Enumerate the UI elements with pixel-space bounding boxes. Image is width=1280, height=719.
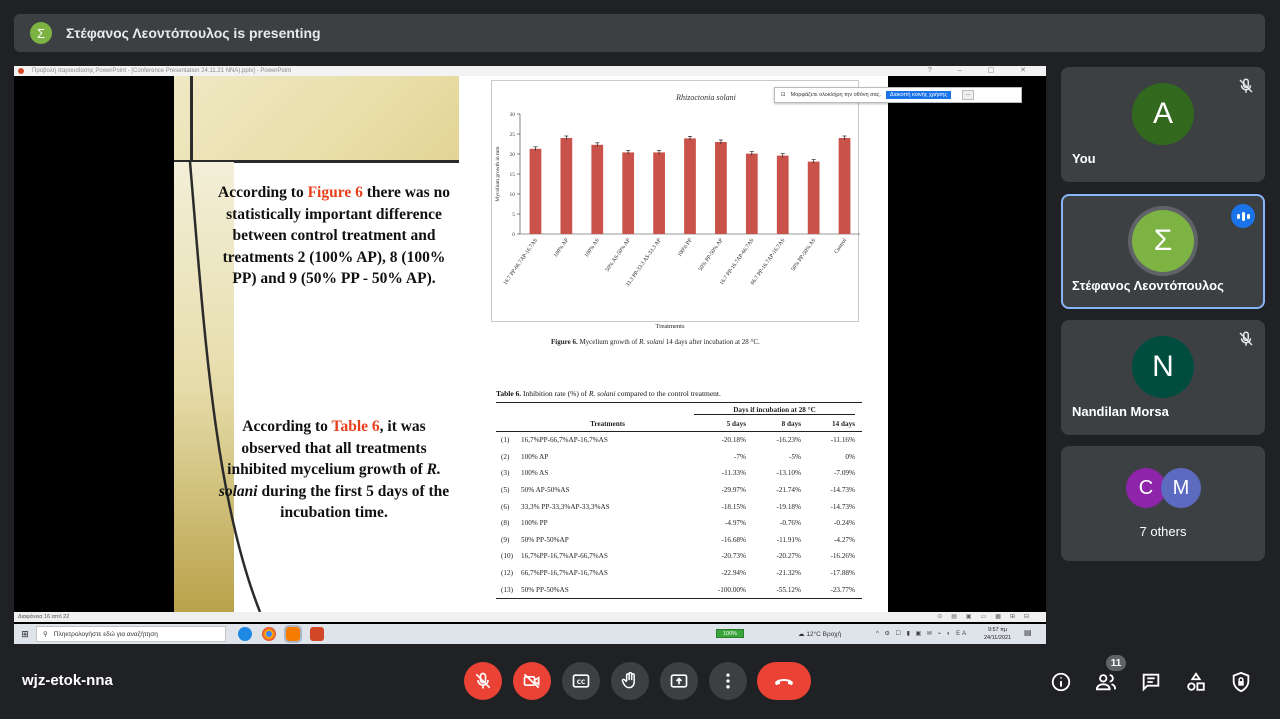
speaking-indicator-icon bbox=[1231, 204, 1255, 228]
x-tick-label: 33.3 PP-33.3 AS-33.3 AP bbox=[625, 237, 663, 289]
avatar: A bbox=[1132, 83, 1194, 145]
x-tick-label: 16.7 PP-66.7AP-16.7AS bbox=[502, 237, 540, 287]
bar bbox=[560, 138, 572, 234]
row-number: (2) bbox=[501, 452, 510, 461]
view-controls[interactable]: ⊙▤▣▭▦⊞⊟ bbox=[937, 614, 1038, 620]
shield-lock-icon bbox=[1230, 671, 1252, 693]
bar bbox=[684, 138, 696, 234]
bar bbox=[622, 152, 634, 234]
window-controls[interactable]: ? – ▢ ✕ bbox=[927, 67, 1038, 74]
table-row bbox=[496, 532, 862, 549]
x-tick-label: Control bbox=[833, 237, 849, 256]
row-number: (6) bbox=[501, 502, 510, 511]
participant-tile-presenter[interactable] bbox=[1061, 194, 1265, 309]
x-tick-label: 100% AP bbox=[552, 237, 571, 259]
presenter-mini-avatar: Σ bbox=[30, 22, 52, 44]
info-icon bbox=[1050, 671, 1072, 693]
row-number: (12) bbox=[501, 569, 513, 578]
row-number: (5) bbox=[501, 486, 510, 495]
day8-cell: -21.32% bbox=[776, 569, 801, 578]
day8-cell: -55.12% bbox=[776, 585, 801, 594]
day14-cell: -0.24% bbox=[834, 519, 855, 528]
treatment-cell: 50% PP-50%AP bbox=[521, 535, 569, 544]
leave-call-button[interactable] bbox=[757, 662, 811, 700]
firefox-icon[interactable] bbox=[286, 627, 300, 641]
treatment-cell: 16,7%PP-66,7%AP-16,7%AS bbox=[521, 436, 608, 445]
table-row bbox=[496, 581, 862, 598]
presenting-text: Στέφανος Λεοντόπουλος is presenting bbox=[66, 25, 321, 41]
stop-sharing-button[interactable]: Διακοπή κοινής χρήσης bbox=[886, 91, 951, 99]
day14-cell: -4.27% bbox=[834, 535, 855, 544]
table-row bbox=[496, 565, 862, 582]
day8-cell: -0.76% bbox=[780, 519, 801, 528]
row-number: (1) bbox=[501, 436, 510, 445]
treatment-cell: 50% PP-50%AS bbox=[521, 585, 569, 594]
x-tick-label: 100% AS bbox=[583, 237, 601, 259]
bar bbox=[591, 145, 603, 234]
inhibition-table bbox=[496, 402, 862, 599]
battery-indicator: 100% bbox=[716, 629, 744, 638]
day8-cell: -19.18% bbox=[776, 502, 801, 511]
slide bbox=[174, 76, 888, 612]
bar bbox=[530, 149, 542, 234]
svg-text:CC: CC bbox=[576, 679, 586, 686]
row-number: (13) bbox=[501, 585, 513, 594]
people-button[interactable] bbox=[1094, 670, 1118, 694]
table-group-header: Days if incubation at 28 °C bbox=[496, 403, 862, 417]
popup-more-button[interactable]: ... bbox=[962, 90, 974, 100]
notifications-icon[interactable]: ▤ bbox=[1024, 628, 1032, 637]
table-row bbox=[496, 449, 862, 466]
activities-icon bbox=[1185, 671, 1207, 693]
day5-cell: -7% bbox=[734, 452, 746, 461]
treatment-cell: 100% AP bbox=[521, 452, 549, 461]
people-count-badge: 11 bbox=[1106, 655, 1126, 671]
avatar: M bbox=[1161, 468, 1201, 508]
day8-cell: -16.23% bbox=[776, 436, 801, 445]
participant-tile-others[interactable] bbox=[1061, 446, 1265, 561]
y-tick-label: 10 bbox=[509, 192, 515, 198]
powerpoint-icon bbox=[18, 68, 24, 74]
day5-cell: -100.00% bbox=[717, 585, 746, 594]
table-header-row bbox=[496, 417, 862, 431]
system-tray[interactable]: ^ ⚙ ☐ ▮ ▣ ✉ ⌁ ◐ EA bbox=[876, 631, 969, 637]
table-caption: Table 6. Inhibition rate (%) of R. solani compared to the control treatment. bbox=[496, 389, 721, 398]
row-number: (3) bbox=[501, 469, 510, 478]
powerpoint-titlebar bbox=[14, 66, 1046, 76]
participant-tile-nandilan[interactable] bbox=[1061, 320, 1265, 435]
table-header-5days: 5 days bbox=[726, 420, 746, 428]
x-tick-label: 50% AS-50% AP bbox=[604, 237, 632, 273]
bar bbox=[777, 156, 789, 234]
bar bbox=[839, 138, 851, 234]
table-row bbox=[496, 498, 862, 515]
day8-cell: -5% bbox=[789, 452, 801, 461]
day5-cell: -16.68% bbox=[721, 535, 746, 544]
weather-widget[interactable]: ☁ 12°C Βροχή bbox=[798, 631, 842, 638]
slide-paragraph-figure: According to Figure 6 there was no statistically important difference between control treatment and treatments 2 (100% AP), 8 (100% PP) and 9 (50% PP - 50% AP). bbox=[218, 184, 450, 287]
captions-icon bbox=[571, 671, 591, 691]
slide-decoration-curve bbox=[174, 76, 264, 612]
table-body bbox=[496, 432, 862, 598]
share-popup-icon: ⊡ bbox=[781, 92, 786, 98]
x-tick-label: 66.7 PP-16.7AP-16.7AS bbox=[749, 237, 787, 287]
treatment-cell: 100% AS bbox=[521, 469, 549, 478]
hang-up-icon bbox=[772, 669, 796, 693]
present-screen-icon bbox=[669, 671, 689, 691]
bar-chart bbox=[470, 86, 870, 336]
day8-cell: -21.74% bbox=[776, 486, 801, 495]
y-tick-label: 30 bbox=[509, 112, 515, 118]
day5-cell: -20.18% bbox=[721, 436, 746, 445]
bar bbox=[715, 142, 727, 234]
shared-screen bbox=[14, 66, 1046, 644]
treatment-cell: 100% PP bbox=[521, 519, 548, 528]
raise-hand-button[interactable] bbox=[611, 662, 649, 700]
taskbar-clock[interactable]: 9:57 πμ 24/11/2021 bbox=[984, 627, 1012, 641]
table-header-treatments: Treatments bbox=[590, 420, 625, 428]
mic-off-icon bbox=[473, 671, 493, 691]
x-axis-label: Treatments bbox=[655, 323, 685, 330]
chart-title: Rhizoctonia solani bbox=[676, 93, 736, 102]
day5-cell: -20.73% bbox=[721, 552, 746, 561]
y-tick-label: 0 bbox=[512, 232, 515, 238]
x-tick-label: 50% PP-50% AS bbox=[790, 237, 818, 273]
table-row bbox=[496, 432, 862, 449]
table-header-14days: 14 days bbox=[832, 420, 855, 428]
windows-taskbar bbox=[14, 624, 1046, 644]
treatment-cell: 33,3% PP-33,3%AP-33,3%AS bbox=[521, 502, 610, 511]
day8-cell: -11.91% bbox=[776, 535, 801, 544]
avatar: C bbox=[1126, 468, 1166, 508]
table-row bbox=[496, 515, 862, 532]
chrome-icon[interactable] bbox=[262, 627, 276, 641]
hand-icon bbox=[620, 671, 640, 691]
participant-name: Nandilan Morsa bbox=[1072, 404, 1169, 419]
windows-start-icon[interactable]: ⊞ bbox=[21, 628, 29, 639]
table-header-8days: 8 days bbox=[781, 420, 801, 428]
day14-cell: -14.73% bbox=[830, 502, 855, 511]
host-controls-button[interactable] bbox=[1229, 670, 1253, 694]
day8-cell: -20.27% bbox=[776, 552, 801, 561]
taskbar-apps bbox=[238, 627, 324, 641]
mic-toggle-button[interactable] bbox=[464, 662, 502, 700]
row-number: (8) bbox=[501, 519, 510, 528]
camera-toggle-button[interactable] bbox=[513, 662, 551, 700]
slide-counter: Διαφάνεια 16 από 22 bbox=[18, 614, 70, 620]
weather-icon: ☁ bbox=[798, 631, 807, 638]
activities-button[interactable] bbox=[1184, 670, 1208, 694]
bar bbox=[653, 152, 665, 234]
treatment-cell: 50% AP-50%AS bbox=[521, 486, 570, 495]
row-number: (10) bbox=[501, 552, 513, 561]
participant-tile-you[interactable] bbox=[1061, 67, 1265, 182]
day14-cell: -7.09% bbox=[834, 469, 855, 478]
day5-cell: -4.97% bbox=[725, 519, 746, 528]
powerpoint-taskbar-icon[interactable] bbox=[310, 627, 324, 641]
bar bbox=[808, 162, 820, 234]
share-popup bbox=[774, 87, 1022, 103]
others-label: 7 others bbox=[1139, 524, 1187, 539]
meeting-code: wjz-etok-nna bbox=[22, 672, 113, 689]
y-tick-label: 15 bbox=[509, 172, 515, 178]
avatar: Σ bbox=[1132, 210, 1194, 272]
captions-button[interactable] bbox=[562, 662, 600, 700]
share-popup-text: Μορφάζετε ολοκλήρη την οθόνη σας. bbox=[790, 92, 881, 98]
ppt-statusbar bbox=[14, 612, 1046, 622]
edge-icon[interactable] bbox=[238, 627, 252, 641]
y-tick-label: 5 bbox=[512, 212, 515, 218]
taskbar-search[interactable] bbox=[36, 626, 226, 642]
y-tick-label: 20 bbox=[509, 152, 515, 158]
day14-cell: -11.16% bbox=[830, 436, 855, 445]
day8-cell: -13.10% bbox=[776, 469, 801, 478]
x-tick-label: 50% PP-50% AP bbox=[697, 237, 725, 273]
treatment-cell: 16,7%PP-16,7%AP-66,7%AS bbox=[521, 552, 608, 561]
more-vert-icon bbox=[718, 671, 738, 691]
participant-name: You bbox=[1072, 151, 1096, 166]
table-row bbox=[496, 548, 862, 565]
day14-cell: -17.88% bbox=[830, 569, 855, 578]
mic-off-icon bbox=[1237, 330, 1255, 348]
present-button[interactable] bbox=[660, 662, 698, 700]
mic-off-icon bbox=[1237, 77, 1255, 95]
more-options-button[interactable] bbox=[709, 662, 747, 700]
meeting-details-button[interactable] bbox=[1049, 670, 1073, 694]
slide-paragraph-table: According to Table 6, it was observed that all treatments inhibited mycelium growth of R. solani during the first 5 days of the incubation time. bbox=[218, 418, 450, 521]
camera-off-icon bbox=[522, 671, 542, 691]
treatment-cell: 66,7%PP-16,7%AP-16,7%AS bbox=[521, 569, 608, 578]
day5-cell: -18.15% bbox=[721, 502, 746, 511]
participant-name: Στέφανος Λεοντόπουλος bbox=[1072, 278, 1224, 293]
day14-cell: -23.77% bbox=[830, 585, 855, 594]
powerpoint-title: Προβολή παρουσίασης PowerPoint - [Conference Presentation 24.11.21 NNA).pptx] - PowerPoint bbox=[32, 68, 292, 74]
chat-icon bbox=[1140, 671, 1162, 693]
y-tick-label: 25 bbox=[509, 132, 515, 138]
row-number: (9) bbox=[501, 535, 510, 544]
day5-cell: -11.33% bbox=[721, 469, 746, 478]
avatar: N bbox=[1132, 336, 1194, 398]
chat-button[interactable] bbox=[1139, 670, 1163, 694]
day5-cell: -29.97% bbox=[721, 486, 746, 495]
day14-cell: 0% bbox=[845, 452, 855, 461]
table-row bbox=[496, 465, 862, 482]
day14-cell: -16.26% bbox=[830, 552, 855, 561]
day14-cell: -14.73% bbox=[830, 486, 855, 495]
search-icon: ⚲ bbox=[43, 631, 48, 638]
x-tick-label: 100% PP bbox=[676, 237, 694, 259]
people-icon bbox=[1095, 671, 1117, 693]
table-row bbox=[496, 482, 862, 499]
taskbar-search-placeholder: Πληκτρολογήστε εδώ για αναζήτηση bbox=[53, 630, 158, 638]
table-rule bbox=[496, 598, 862, 599]
y-axis-label: Mycelium growth in mm bbox=[495, 146, 501, 202]
presenting-banner bbox=[14, 14, 1265, 52]
day5-cell: -22.94% bbox=[721, 569, 746, 578]
figure-caption: Figure 6. Mycelium growth of R. solani 14 days after incubation at 28 °C. bbox=[551, 338, 760, 346]
bar bbox=[746, 154, 758, 234]
x-tick-label: 16.7 PP-16.7AP-66.7AS bbox=[718, 237, 756, 287]
